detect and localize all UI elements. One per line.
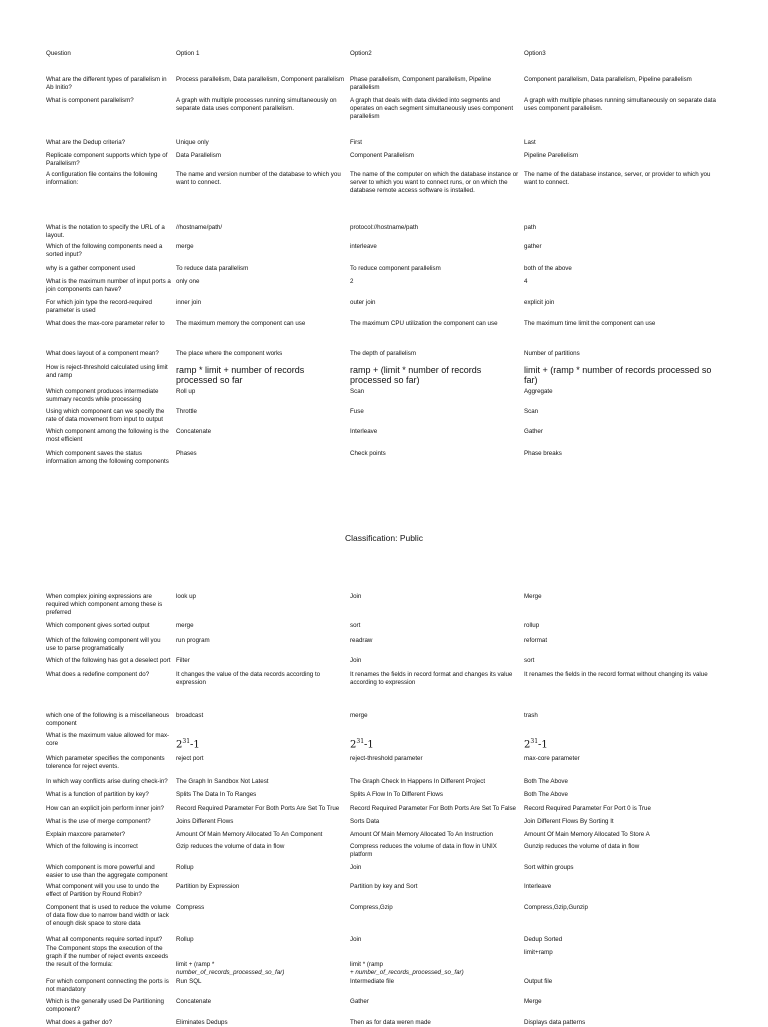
option3-cell: The name of the database instance, server, or provider to which you want to connect. bbox=[524, 171, 713, 186]
power-exponent: 31 bbox=[356, 738, 365, 745]
option1-cell: ramp * limit + number of records processed so far bbox=[176, 365, 307, 385]
question-cell: Replicate component supports which type of Parallelism? bbox=[46, 152, 170, 167]
option2-cell: merge bbox=[350, 712, 368, 719]
option3-cell: trash bbox=[524, 712, 538, 719]
question-cell: Which component among the following is the most efficient bbox=[46, 428, 171, 443]
option3-cell: gather bbox=[524, 243, 542, 250]
option2-cell: protocol://hostname/path bbox=[350, 224, 419, 231]
option3-cell: Both The Above bbox=[524, 778, 568, 785]
option1-cell: run program bbox=[176, 637, 210, 644]
option3-cell: limit+ramp bbox=[524, 949, 553, 956]
option3-cell: Displays data patterns bbox=[524, 1019, 586, 1026]
option1-cell: Partition by Expression bbox=[176, 883, 240, 890]
question-cell: Using which component can we specify the rate of data movement from input to output bbox=[46, 408, 167, 423]
option3-cell: max-core parameter bbox=[524, 755, 580, 762]
option3-cell: explicit join bbox=[524, 299, 555, 306]
option2-cell: Join bbox=[350, 936, 362, 943]
power-suffix: -1 bbox=[538, 739, 548, 751]
question-cell: What does a gather do? bbox=[46, 1019, 113, 1026]
question-cell: Which component saves the status information among the following components bbox=[46, 450, 169, 465]
option3-cell: both of the above bbox=[524, 265, 572, 272]
option1-cell bbox=[176, 961, 346, 977]
option1-cell: The name and version number of the database to which you want to connect. bbox=[176, 171, 343, 186]
option1-cell: Eliminates Dedups bbox=[176, 1019, 228, 1026]
option2-cell: The name of the computer on which the database instance or server to which you want to connect runs, or on which the database remote access software is installed. bbox=[350, 171, 520, 194]
power-base: 2 bbox=[176, 739, 183, 751]
option3-cell: Gunzip reduces the volume of data in flow bbox=[524, 843, 640, 850]
option2-cell: Join bbox=[350, 864, 362, 871]
option3-cell: path bbox=[524, 224, 537, 231]
option2-cell: It renames the fields in record format and changes its value according to expression bbox=[350, 671, 515, 686]
option1-cell: merge bbox=[176, 622, 194, 629]
question-cell: What are the Dedup criteria? bbox=[46, 139, 126, 146]
option1-cell: reject port bbox=[176, 755, 204, 762]
option1-cell: The place where the component works bbox=[176, 350, 283, 357]
option2-cell: First bbox=[350, 139, 363, 146]
power-base: 2 bbox=[524, 739, 531, 751]
option3-cell: Aggregate bbox=[524, 388, 553, 395]
classification-label: Classification: Public bbox=[345, 533, 423, 543]
question-cell: When complex joining expressions are required which component among these is preferred bbox=[46, 593, 164, 616]
option3-cell: Last bbox=[524, 139, 536, 146]
question-cell: Which is the generally used De Partitioning component? bbox=[46, 998, 166, 1013]
question-cell: What are the different types of parallelism in Ab Initio? bbox=[46, 76, 168, 91]
option2-cell bbox=[350, 961, 520, 977]
header-option1: Option 1 bbox=[176, 50, 200, 57]
option3-cell: Interleave bbox=[524, 883, 552, 890]
option1-cell: Phases bbox=[176, 450, 197, 457]
header-option2: Option2 bbox=[350, 50, 372, 57]
option3-cell: Gather bbox=[524, 428, 543, 435]
formula-tail: + number_of_records_processed_so_far) bbox=[350, 969, 464, 976]
question-cell: What is component parallelism? bbox=[46, 97, 134, 104]
option3-cell: A graph with multiple phases running simultaneously on separate data uses component parallelism. bbox=[524, 97, 718, 112]
option2-cell: reject-threshold parameter bbox=[350, 755, 423, 762]
option1-cell: The Graph In Sandbox Not Latest bbox=[176, 778, 269, 785]
option1-cell: Rollup bbox=[176, 936, 194, 943]
option1-cell bbox=[176, 738, 346, 752]
header-option3: Option3 bbox=[524, 50, 546, 57]
option1-cell: Filter bbox=[176, 657, 190, 664]
question-cell: Which parameter specifies the components tolerence for reject events. bbox=[46, 755, 167, 770]
power-exponent: 31 bbox=[530, 738, 539, 745]
option3-cell: Phase breaks bbox=[524, 450, 562, 457]
option1-cell: Concatenate bbox=[176, 428, 212, 435]
option1-cell: Amount Of Main Memory Allocated To An Component bbox=[176, 831, 323, 838]
option3-cell: reformat bbox=[524, 637, 548, 644]
question-cell: How is reject-threshold calculated using limit and ramp bbox=[46, 364, 170, 379]
option2-cell: Fuse bbox=[350, 408, 364, 415]
option2-cell: interleave bbox=[350, 243, 377, 250]
power-suffix: -1 bbox=[364, 739, 374, 751]
question-cell: What is the use of merge component? bbox=[46, 818, 151, 825]
header-question: Question bbox=[46, 50, 71, 57]
option1-cell: only one bbox=[176, 278, 200, 285]
option3-cell: It renames the fields in the record format without changing its value bbox=[524, 671, 708, 678]
option1-cell: Compress bbox=[176, 904, 205, 911]
option1-cell: To reduce data parallelism bbox=[176, 265, 249, 272]
option3-cell: Component parallelism, Data parallelism, Pipeline parallelism bbox=[524, 76, 692, 83]
option3-cell: Dedup Sorted bbox=[524, 936, 563, 943]
option3-cell: Pipeline Parellelism bbox=[524, 152, 578, 159]
question-cell: What does the max-core parameter refer to bbox=[46, 320, 165, 327]
option3-cell: 4 bbox=[524, 278, 528, 285]
question-cell: Explain maxcore parameter? bbox=[46, 831, 126, 838]
option1-cell: inner join bbox=[176, 299, 202, 306]
option2-cell: Splits A Flow In To Different Flows bbox=[350, 791, 443, 798]
option2-cell: Check points bbox=[350, 450, 386, 457]
option3-cell: The maximum time limit the component can use bbox=[524, 320, 656, 327]
option1-cell: Roll up bbox=[176, 388, 196, 395]
option2-cell: sort bbox=[350, 622, 361, 629]
option1-cell: Unique only bbox=[176, 139, 209, 146]
question-cell: Which component is more powerful and easier to use than the aggregate component bbox=[46, 864, 168, 879]
option1-cell: Joins Different Flows bbox=[176, 818, 234, 825]
question-cell: Component that is used to reduce the volume of data flow due to narrow band width or lack of enough disk space to store data bbox=[46, 904, 173, 927]
option3-cell: sort bbox=[524, 657, 535, 664]
option1-cell: Record Required Parameter For Both Ports Are Set To True bbox=[176, 805, 340, 812]
question-cell: which one of the following is a miscellaneous component bbox=[46, 712, 171, 727]
option2-cell: Join bbox=[350, 593, 362, 600]
option2-cell: Then as for data weren made bbox=[350, 1019, 431, 1026]
option2-cell: The depth of parallelism bbox=[350, 350, 417, 357]
option2-cell: Scan bbox=[350, 388, 365, 395]
question-cell: Which of the following components need a sorted input? bbox=[46, 243, 164, 258]
option2-cell: Join bbox=[350, 657, 362, 664]
option3-cell: rollup bbox=[524, 622, 540, 629]
option2-cell: Intermediate file bbox=[350, 978, 395, 985]
option2-cell: To reduce component parallelism bbox=[350, 265, 441, 272]
formula-start: limit + (ramp * bbox=[176, 961, 217, 968]
option2-cell: Sorts Data bbox=[350, 818, 380, 825]
question-cell: Which component gives sorted output bbox=[46, 622, 150, 629]
formula-start: limit * (ramp bbox=[350, 961, 384, 968]
question-cell: The Component stops the execution of the graph if the number of reject events exceeds the result of the formula: bbox=[46, 945, 170, 968]
option2-cell: A graph that deals with data divided into segments and operates on each segment simultaneously uses component parallelism bbox=[350, 97, 515, 120]
question-cell: A configuration file contains the following information: bbox=[46, 171, 160, 186]
question-cell: What is the maximum value allowed for max-core bbox=[46, 732, 170, 747]
option2-cell bbox=[350, 738, 520, 752]
option1-cell: //hostname/path/ bbox=[176, 224, 223, 231]
option1-cell: Data Parallelism bbox=[176, 152, 222, 159]
question-cell: How can an explicit join perform inner join? bbox=[46, 805, 164, 812]
option1-cell: Throttle bbox=[176, 408, 197, 415]
option3-cell: Both The Above bbox=[524, 791, 568, 798]
question-cell: What component will you use to undo the effect of Partition by Round Robin? bbox=[46, 883, 161, 898]
option1-cell: Splits The Data In To Ranges bbox=[176, 791, 257, 798]
option3-cell: Merge bbox=[524, 998, 542, 1005]
option3-cell bbox=[524, 738, 724, 752]
question-cell: What is the maximum number of input ports a join components can have? bbox=[46, 278, 173, 293]
question-cell: Which component produces intermediate summary records while processing bbox=[46, 388, 161, 403]
power-exponent: 31 bbox=[182, 738, 191, 745]
option1-cell: Concatenate bbox=[176, 998, 212, 1005]
formula-tail: number_of_records_processed_so_far) bbox=[176, 969, 285, 976]
option1-cell: It changes the value of the data records according to expression bbox=[176, 671, 322, 686]
option2-cell: Gather bbox=[350, 998, 369, 1005]
option1-cell: Process parallelism, Data parallelism, Component parallelism bbox=[176, 76, 345, 83]
option2-cell: Phase parallelism, Component parallelism, Pipeline parallelism bbox=[350, 76, 493, 91]
question-cell: What is the notation to specify the URL of a layout. bbox=[46, 224, 167, 239]
option2-cell: ramp + (limit * number of records processed so far) bbox=[350, 365, 484, 385]
option2-cell: 2 bbox=[350, 278, 354, 285]
option1-cell: Rollup bbox=[176, 864, 194, 871]
option1-cell: broadcast bbox=[176, 712, 204, 719]
option2-cell: The maximum CPU utilization the component can use bbox=[350, 320, 498, 327]
question-cell: Which of the following is incorrect bbox=[46, 843, 138, 850]
option3-cell: limit + (ramp * number of records processed so far) bbox=[524, 365, 714, 385]
option1-cell: The maximum memory the component can use bbox=[176, 320, 306, 327]
option3-cell: Compress,Gzip,Gunzip bbox=[524, 904, 588, 911]
option2-cell: Compress,Gzip bbox=[350, 904, 393, 911]
question-cell: What all components require sorted input? bbox=[46, 936, 163, 943]
option3-cell: Scan bbox=[524, 408, 539, 415]
option2-cell: Interleave bbox=[350, 428, 378, 435]
question-cell: For which component connecting the ports is not mandatory bbox=[46, 978, 171, 993]
option1-cell: A graph with multiple processes running simultaneously on separate data uses component parallelism. bbox=[176, 97, 339, 112]
question-cell: What is a function of partition by key? bbox=[46, 791, 149, 798]
option3-cell: Record Required Parameter For Port 0 is True bbox=[524, 805, 651, 812]
option1-cell: Run SQL bbox=[176, 978, 202, 985]
option2-cell: outer join bbox=[350, 299, 376, 306]
question-cell: Which of the following has got a deselect port bbox=[46, 657, 171, 664]
option1-cell: merge bbox=[176, 243, 194, 250]
power-suffix: -1 bbox=[190, 739, 200, 751]
question-cell: For which join type the record-required parameter is used bbox=[46, 299, 154, 314]
option1-cell: look up bbox=[176, 593, 196, 600]
question-cell: In which way conflicts arise during check-in? bbox=[46, 778, 168, 785]
option2-cell: Partition by key and Sort bbox=[350, 883, 418, 890]
option2-cell: Record Required Parameter For Both Ports Are Set To False bbox=[350, 805, 516, 812]
option3-cell: Number of partitions bbox=[524, 350, 580, 357]
question-cell: What does layout of a component mean? bbox=[46, 350, 159, 357]
question-cell: Which of the following component will you use to parse programatically bbox=[46, 637, 163, 652]
option1-cell: Gzip reduces the volume of data in flow bbox=[176, 843, 285, 850]
option3-cell: Sort within groups bbox=[524, 864, 574, 871]
power-base: 2 bbox=[350, 739, 357, 751]
option2-cell: readraw bbox=[350, 637, 373, 644]
option3-cell: Join Different Flows By Sorting It bbox=[524, 818, 614, 825]
option3-cell: Merge bbox=[524, 593, 542, 600]
option2-cell: Compress reduces the volume of data in flow in UNIX platform bbox=[350, 843, 499, 858]
option2-cell: The Graph Check In Happens In Different Project bbox=[350, 778, 486, 785]
question-cell: why is a gather component used bbox=[46, 265, 136, 272]
option3-cell: Output file bbox=[524, 978, 553, 985]
option2-cell: Amount Of Main Memory Allocated To An Instruction bbox=[350, 831, 493, 838]
option2-cell: Component Parallelism bbox=[350, 152, 414, 159]
question-cell: What does a redefine component do? bbox=[46, 671, 150, 678]
option3-cell: Amount Of Main Memory Allocated To Store A bbox=[524, 831, 650, 838]
